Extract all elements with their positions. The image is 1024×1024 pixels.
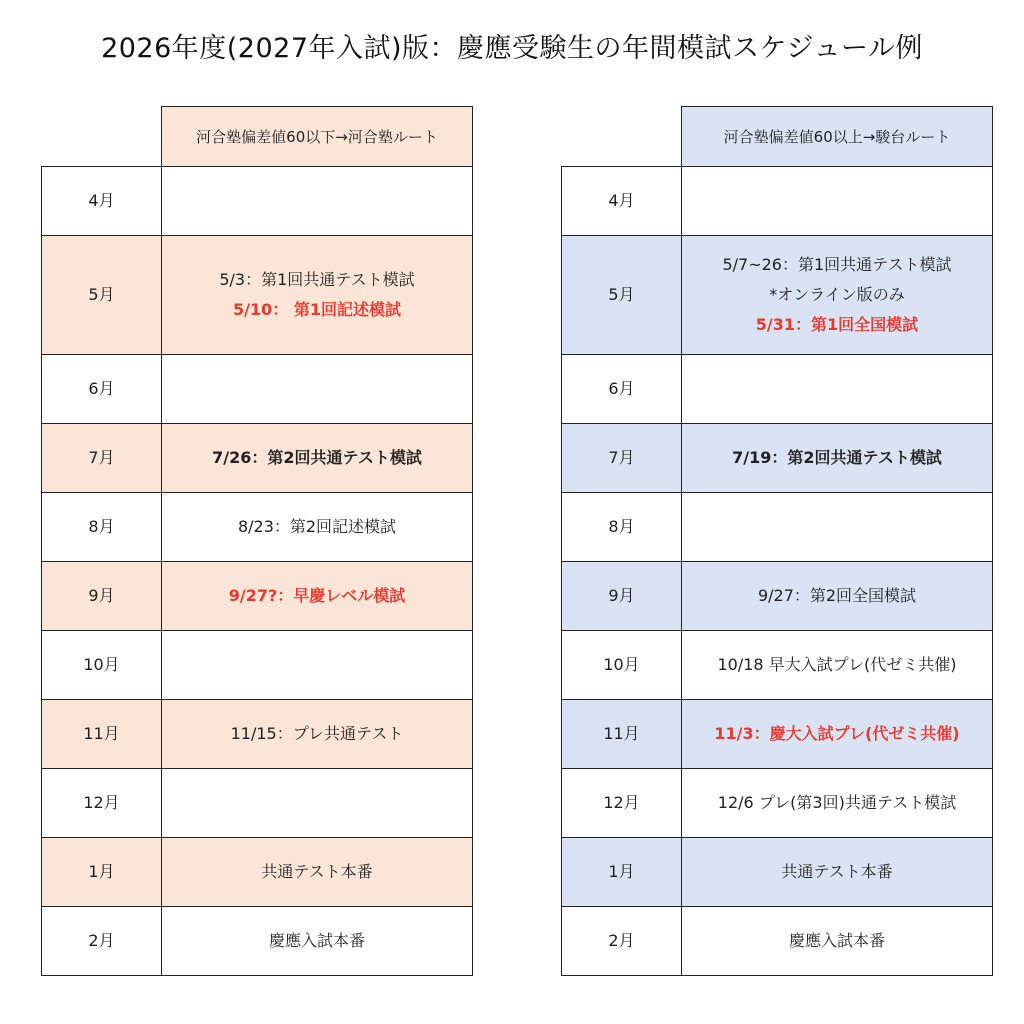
table-header-row (562, 107, 993, 167)
event-cell (682, 769, 993, 838)
exam-text: 8/23：第2回記述模試 (237, 517, 397, 536)
event-cell (682, 493, 993, 562)
event-cell (162, 838, 473, 907)
event-cell (162, 700, 473, 769)
month-cell: 2月 (562, 907, 682, 976)
exam-text: 12/6 プレ(第3回)共通テスト模試 (717, 793, 957, 812)
month-cell: 1月 (562, 838, 682, 907)
table-row (42, 700, 473, 769)
left-route-table (41, 106, 473, 976)
highlighted-exam-text: 11/3：慶大入試プレ(代ゼミ共催) (714, 724, 960, 743)
table-header-row (42, 107, 473, 167)
event-cell (682, 631, 993, 700)
month-cell: 9月 (42, 562, 162, 631)
month-cell: 4月 (42, 167, 162, 236)
table-row (562, 424, 993, 493)
table-row (562, 493, 993, 562)
highlighted-exam-text: 9/27?：早慶レベル模試 (228, 586, 406, 605)
month-cell: 6月 (562, 355, 682, 424)
event-cell (162, 769, 473, 838)
table-row (42, 838, 473, 907)
exam-text: 10/18 早大入試プレ(代ゼミ共催) (717, 655, 957, 674)
event-cell (682, 838, 993, 907)
table-row (42, 167, 473, 236)
month-cell: 10月 (42, 631, 162, 700)
table-row (562, 838, 993, 907)
table-row (562, 769, 993, 838)
table-row (562, 700, 993, 769)
exam-text: 慶應入試本番 (788, 931, 885, 950)
exam-text: 慶應入試本番 (268, 931, 365, 950)
route-header: 河合塾偏差値60以上→駿台ルート (682, 107, 993, 167)
event-cell (162, 631, 473, 700)
table-row (42, 769, 473, 838)
table-row (42, 907, 473, 976)
exam-text: 7/26：第2回共通テスト模試 (212, 448, 422, 467)
month-cell: 9月 (562, 562, 682, 631)
table-row (42, 355, 473, 424)
event-cell (162, 907, 473, 976)
month-cell: 8月 (562, 493, 682, 562)
table-row (42, 493, 473, 562)
month-cell: 12月 (562, 769, 682, 838)
event-cell (682, 236, 993, 355)
exam-text: 5/7~26：第1回共通テスト模試 (722, 255, 952, 274)
event-cell (682, 907, 993, 976)
event-cell (162, 562, 473, 631)
month-cell: 7月 (562, 424, 682, 493)
table-row (42, 631, 473, 700)
month-cell: 1月 (42, 838, 162, 907)
exam-text: 5/3：第1回共通テスト模試 (219, 270, 415, 289)
month-cell: 7月 (42, 424, 162, 493)
month-cell: 12月 (42, 769, 162, 838)
month-cell: 5月 (562, 236, 682, 355)
event-cell (682, 355, 993, 424)
header-spacer (562, 107, 682, 167)
month-cell: 4月 (562, 167, 682, 236)
month-cell: 11月 (562, 700, 682, 769)
table-row (562, 236, 993, 355)
exam-text: 11/15：プレ共通テスト (230, 724, 404, 743)
table-row (562, 355, 993, 424)
exam-text: *オンライン版のみ (769, 285, 905, 304)
month-cell: 8月 (42, 493, 162, 562)
table-row (42, 236, 473, 355)
table-row (562, 631, 993, 700)
highlighted-exam-text: 5/10： 第1回記述模試 (233, 300, 401, 319)
page-title: 2026年度(2027年入試)版：慶應受験生の年間模試スケジュール例 (101, 33, 923, 64)
event-cell (162, 167, 473, 236)
right-route-table (561, 106, 993, 976)
table-row (562, 907, 993, 976)
table-row (562, 562, 993, 631)
event-cell (682, 167, 993, 236)
month-cell: 11月 (42, 700, 162, 769)
highlighted-exam-text: 5/31：第1回全国模試 (755, 315, 919, 334)
exam-text: 共通テスト本番 (261, 862, 373, 881)
exam-text: 共通テスト本番 (781, 862, 893, 881)
header-spacer (42, 107, 162, 167)
event-cell (162, 424, 473, 493)
event-cell (682, 700, 993, 769)
month-cell: 10月 (562, 631, 682, 700)
event-cell (162, 355, 473, 424)
event-cell (682, 424, 993, 493)
table-row (562, 167, 993, 236)
event-cell (162, 493, 473, 562)
exam-text: 7/19：第2回共通テスト模試 (732, 448, 942, 467)
month-cell: 2月 (42, 907, 162, 976)
exam-text: 9/27：第2回全国模試 (757, 586, 917, 605)
month-cell: 6月 (42, 355, 162, 424)
event-cell (162, 236, 473, 355)
table-row (42, 562, 473, 631)
table-row (42, 424, 473, 493)
route-header: 河合塾偏差値60以下→河合塾ルート (162, 107, 473, 167)
month-cell: 5月 (42, 236, 162, 355)
event-cell (682, 562, 993, 631)
